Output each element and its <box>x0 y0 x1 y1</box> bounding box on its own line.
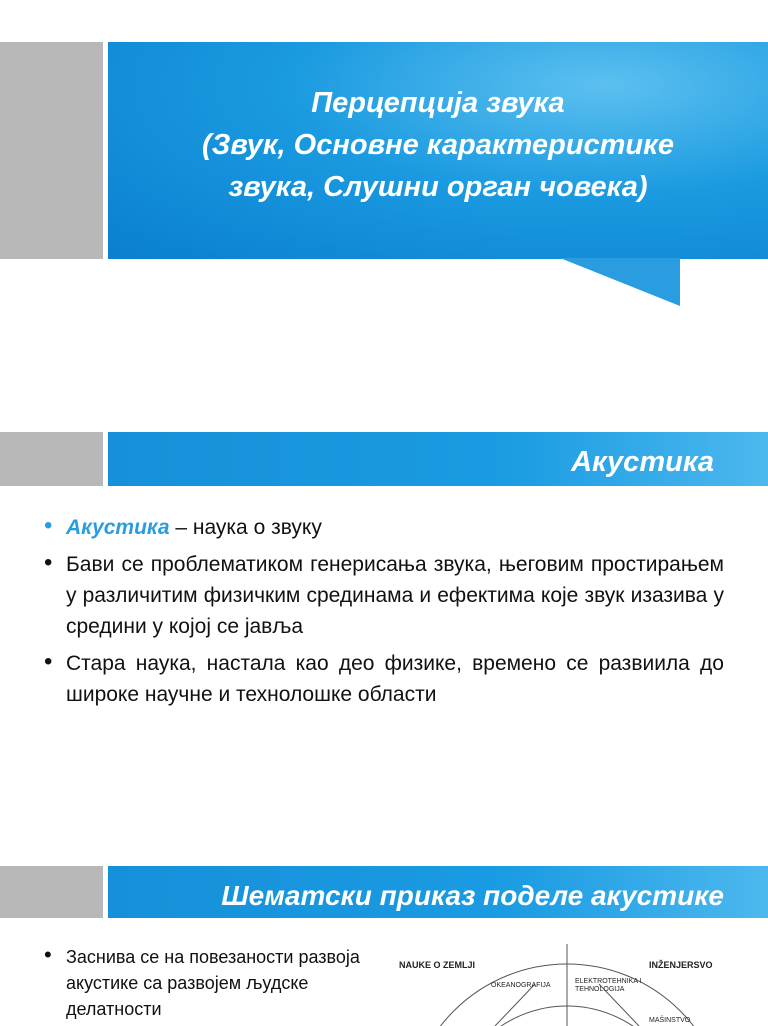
acoustics-slide-side-bar <box>0 432 103 486</box>
diagram-label-electrical: ELEKTROTEHNIKA I TEHNOLOGIJA <box>575 978 642 993</box>
diagram-label-engineering: INŽENJERSVO <box>649 960 713 970</box>
division-slide-title: Шематски приказ поделе акустике <box>221 880 724 911</box>
bullet-definition <box>44 512 724 543</box>
presentation-title <box>108 82 768 208</box>
diagram-rings <box>395 944 735 1026</box>
acoustics-slide-title: Акустика <box>571 446 714 478</box>
acoustics-slide <box>0 432 768 852</box>
diagram-label-mechanical: MAŠINSTVO <box>649 1017 691 1024</box>
diagram-divider-left <box>495 984 535 1026</box>
bullet-scope: • Бави се проблематиком генерисања звука, његовим простирањем у различитим физичким срединама и ефектима које звук изазива у средини у којој се јавља <box>44 549 724 642</box>
acoustics-bullet-list <box>44 512 724 716</box>
title-slide-side-bar <box>0 42 103 259</box>
diagram-label-earth-sciences: NAUKE O ZEMLJI <box>399 960 476 970</box>
title-line-1: Перцепција звука <box>311 87 565 119</box>
division-bullet-list <box>44 944 374 1022</box>
acoustics-division-diagram <box>395 944 735 1026</box>
bullet-history: • Стара наука, настала као део физике, временo се развиила до широке научне и технолошке области <box>44 648 724 710</box>
division-slide-side-bar <box>0 866 103 918</box>
bullet-relation: • Заснива се на повезаности развоја акустике са развојем људске делатности <box>44 944 374 1022</box>
title-line-3: звука, Слушни орган човека) <box>228 171 648 203</box>
title-line-2: (Звук, Основне карактеристике <box>202 129 674 161</box>
bullet-definition-text: – наука о звуку <box>169 516 322 539</box>
bullet-definition-term: Акустика <box>66 516 170 539</box>
title-slide <box>0 0 768 400</box>
banner-tail <box>560 258 680 306</box>
division-slide <box>0 866 768 1024</box>
diagram-label-oceanography: OKEANOGRAFIJA <box>491 982 551 989</box>
